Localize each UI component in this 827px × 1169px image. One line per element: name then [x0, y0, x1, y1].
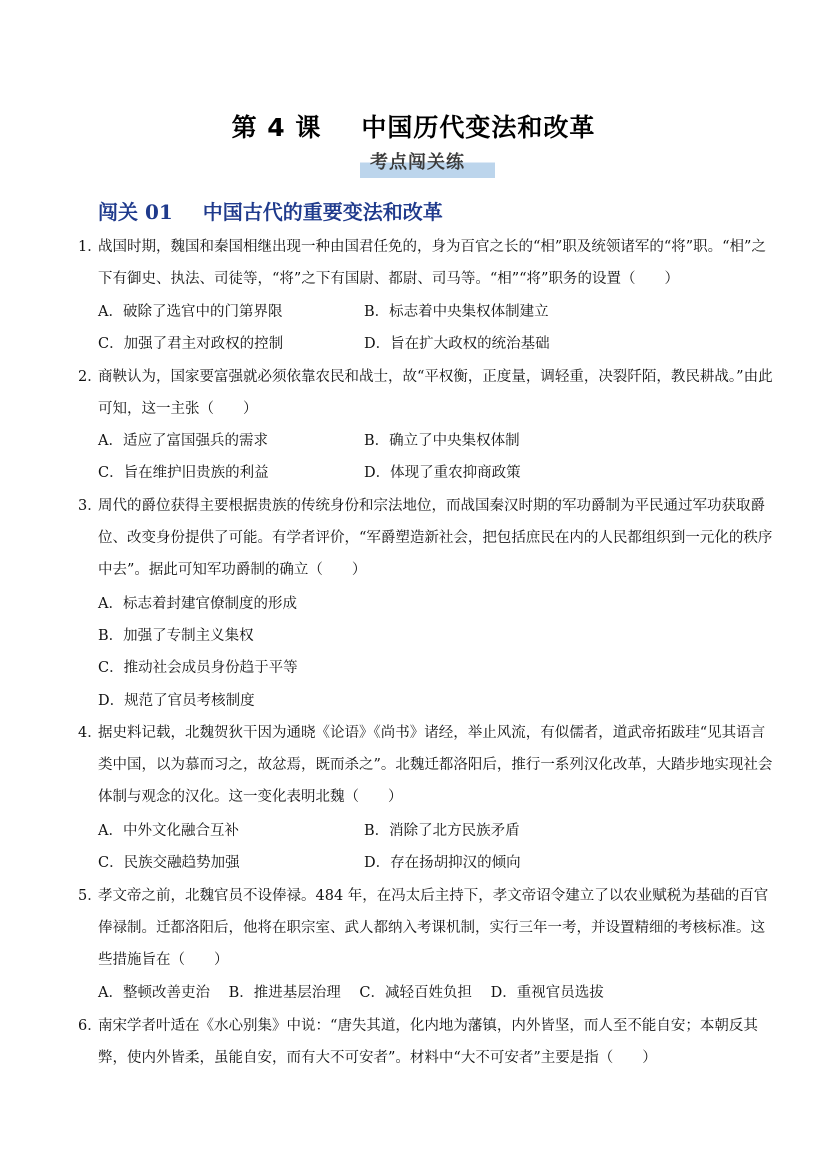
question-text: 孝文帝之前，北魏官员不设俸禄。484 年，在冯太后主持下，孝文帝诏令建立了以农业赋税为基础的百官俸禄制。迁都洛阳后，他将在职宗室、武人都纳入考课机制，实行三年一考，并设置精细的考核标准。这些措施旨在（ ）: [98, 888, 769, 968]
section-badge: [360, 148, 495, 178]
options-row: [98, 977, 618, 1009]
question-text: 周代的爵位获得主要根据贵族的传统身份和宗法地位，而战国秦汉时期的军功爵制为平民通过军功获取爵位、改变身份提供了可能。有学者评价，“军爵塑造新社会，把包括庶民在内的人民都组织到一元化的秩序中去”。据此可知军功爵制的确立（ ）: [98, 498, 773, 578]
question-number: 2．: [78, 369, 102, 385]
option-a[interactable]: A．适应了富国强兵的需求: [98, 433, 268, 449]
question-text: 商鞅认为，国家要富强就必须依靠农民和战士，故“平权衡，正度量，调轻重，决裂阡陌，教民耕战。”由此可知，这一主张（ ）: [98, 369, 773, 417]
option-c[interactable]: C．民族交融趋势加强: [98, 855, 240, 871]
option-c[interactable]: C．减轻百姓负担: [359, 985, 472, 1001]
option-d[interactable]: D．旨在扩大政权的统治基础: [364, 336, 550, 352]
section-heading: [98, 196, 443, 225]
question-number: 3．: [78, 498, 102, 514]
question-number: 5．: [78, 888, 102, 904]
option-b[interactable]: B．推进基层治理: [228, 985, 341, 1001]
option-a[interactable]: A．整顿改善吏治: [98, 985, 210, 1001]
badge-label: 考点闯关练: [370, 152, 465, 173]
option-c[interactable]: C．加强了君主对政权的控制: [98, 336, 284, 352]
option-b[interactable]: B．标志着中央集权体制建立: [364, 304, 549, 320]
option-b[interactable]: B．确立了中央集权体制: [364, 433, 520, 449]
lesson-title: 中国历代变法和改革: [361, 113, 596, 142]
section-code: 闯关 01: [98, 200, 173, 224]
question-text: 南宋学者叶适在《水心别集》中说：“唐失其道，化内地为藩镇，内外皆坚，而人至不能自安；本朝反其弊，使内外皆柔，虽能自安，而有大不可安者”。材料中“大不可安者”主要是指（ ）: [98, 1018, 758, 1066]
option-c[interactable]: C．推动社会成员身份趋于平等: [98, 660, 298, 676]
option-a[interactable]: A．中外文化融合互补: [98, 823, 239, 839]
lesson-number: 第 4 课: [231, 113, 322, 142]
question-text: 据史料记载，北魏贺狄干因为通晓《论语》《尚书》诸经，举止风流，有似儒者，道武帝拓跋珪“见其语言类中国，以为慕而习之，故忿焉，既而杀之”。北魏迁都洛阳后，推行一系列汉化改革，大踏步地实现社会体制与观念的汉化。这一变化表明北魏（ ）: [98, 725, 773, 805]
question-3: [78, 490, 778, 586]
question-number: 1．: [78, 239, 102, 255]
page-title: [0, 108, 827, 144]
question-6: [78, 1010, 778, 1074]
question-5: [78, 880, 778, 976]
option-d[interactable]: D．重视官员选拔: [490, 985, 604, 1001]
question-text: 战国时期，魏国和秦国相继出现一种由国君任免的，身为百官之长的“相”职及统领诸军的“将”职。“相”之下有御史、执法、司徒等，“将”之下有国尉、都尉、司马等。“相”“将”职务的设置（ ）: [98, 239, 766, 287]
question-1: [78, 231, 778, 295]
option-d[interactable]: D．规范了官员考核制度: [98, 693, 255, 709]
section-title: 中国古代的重要变法和改革: [202, 200, 443, 224]
question-number: 4．: [78, 725, 102, 741]
question-2: [78, 361, 778, 425]
option-a[interactable]: A．破除了选官中的门第界限: [98, 304, 283, 320]
option-b[interactable]: B．加强了专制主义集权: [98, 628, 254, 644]
option-b[interactable]: B．消除了北方民族矛盾: [364, 823, 520, 839]
option-d[interactable]: D．体现了重农抑商政策: [364, 465, 521, 481]
option-a[interactable]: A．标志着封建官僚制度的形成: [98, 596, 297, 612]
option-d[interactable]: D．存在扬胡抑汉的倾向: [364, 855, 521, 871]
question-4: [78, 717, 778, 813]
question-number: 6．: [78, 1018, 102, 1034]
option-c[interactable]: C．旨在维护旧贵族的利益: [98, 465, 269, 481]
